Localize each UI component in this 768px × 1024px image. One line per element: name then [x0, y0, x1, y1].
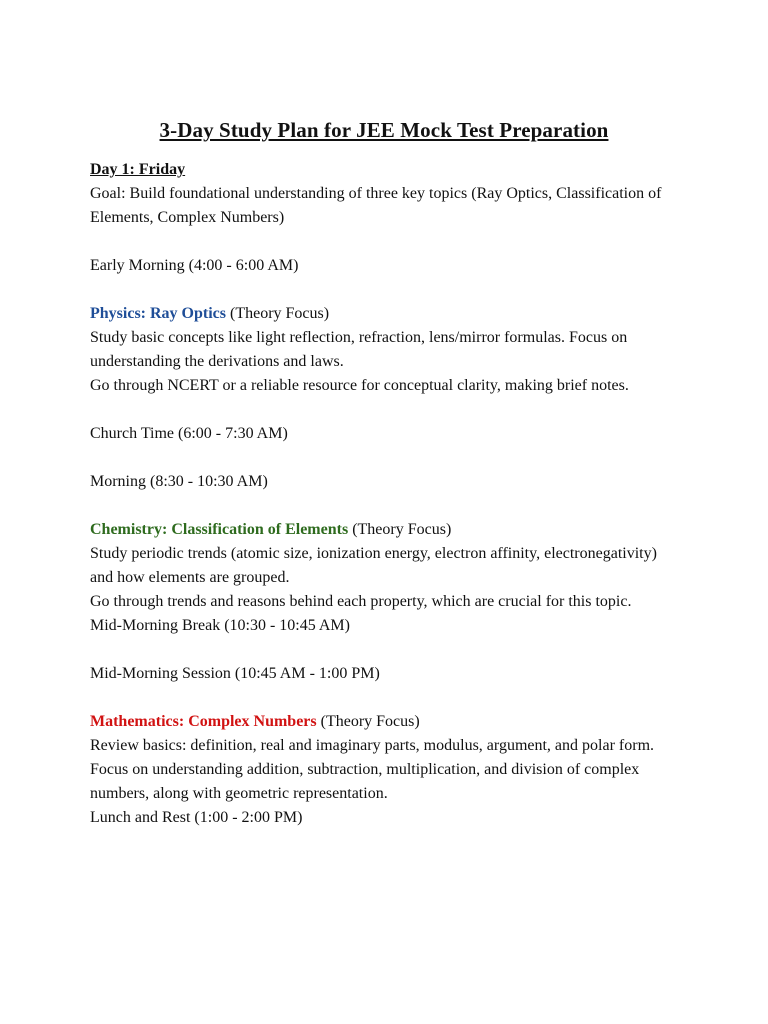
- lunch-slot: Lunch and Rest (1:00 - 2:00 PM): [90, 809, 303, 826]
- church-time-slot: Church Time (6:00 - 7:30 AM): [90, 425, 288, 442]
- spacer: [90, 446, 678, 470]
- spacer: [90, 398, 678, 422]
- mid-morning-break-slot: Mid-Morning Break (10:30 - 10:45 AM): [90, 617, 350, 634]
- maths-line-2: Focus on understanding addition, subtraction, multiplication, and division of complex numbers, along with geometric representation.: [90, 761, 640, 802]
- maths-focus: (Theory Focus): [316, 713, 420, 730]
- physics-heading: [90, 302, 678, 326]
- spacer: [90, 686, 678, 710]
- maths-line-1: Review basics: definition, real and imaginary parts, modulus, argument, and polar form.: [90, 737, 655, 754]
- day1-heading: Day 1: Friday: [90, 161, 186, 178]
- maths-heading: [90, 710, 678, 734]
- spacer: [90, 278, 678, 302]
- chemistry-line-1: Study periodic trends (atomic size, ionization energy, electron affinity, electronegativity) and how elements are grouped.: [90, 545, 657, 586]
- chemistry-subject: Chemistry: Classification of Elements: [90, 521, 349, 538]
- spacer: [90, 638, 678, 662]
- chemistry-heading: [90, 518, 678, 542]
- physics-line-1: Study basic concepts like light reflection, refraction, lens/mirror formulas. Focus on understanding the derivations and laws.: [90, 329, 628, 370]
- document-title: 3-Day Study Plan for JEE Mock Test Preparation: [159, 118, 609, 142]
- physics-focus: (Theory Focus): [226, 305, 330, 322]
- spacer: [90, 230, 678, 254]
- early-morning-slot: Early Morning (4:00 - 6:00 AM): [90, 257, 299, 274]
- chemistry-focus: (Theory Focus): [348, 521, 452, 538]
- day1-goal: Goal: Build foundational understanding of three key topics (Ray Optics, Classification of Elements, Complex Numbers): [90, 185, 662, 226]
- spacer: [90, 494, 678, 518]
- physics-subject: Physics: Ray Optics: [90, 305, 226, 322]
- maths-subject: Mathematics: Complex Numbers: [90, 713, 317, 730]
- mid-morning-session-slot: Mid-Morning Session (10:45 AM - 1:00 PM): [90, 665, 380, 682]
- chemistry-line-2: Go through trends and reasons behind each property, which are crucial for this topic.: [90, 593, 632, 610]
- physics-line-2: Go through NCERT or a reliable resource for conceptual clarity, making brief notes.: [90, 377, 629, 394]
- morning-slot: Morning (8:30 - 10:30 AM): [90, 473, 268, 490]
